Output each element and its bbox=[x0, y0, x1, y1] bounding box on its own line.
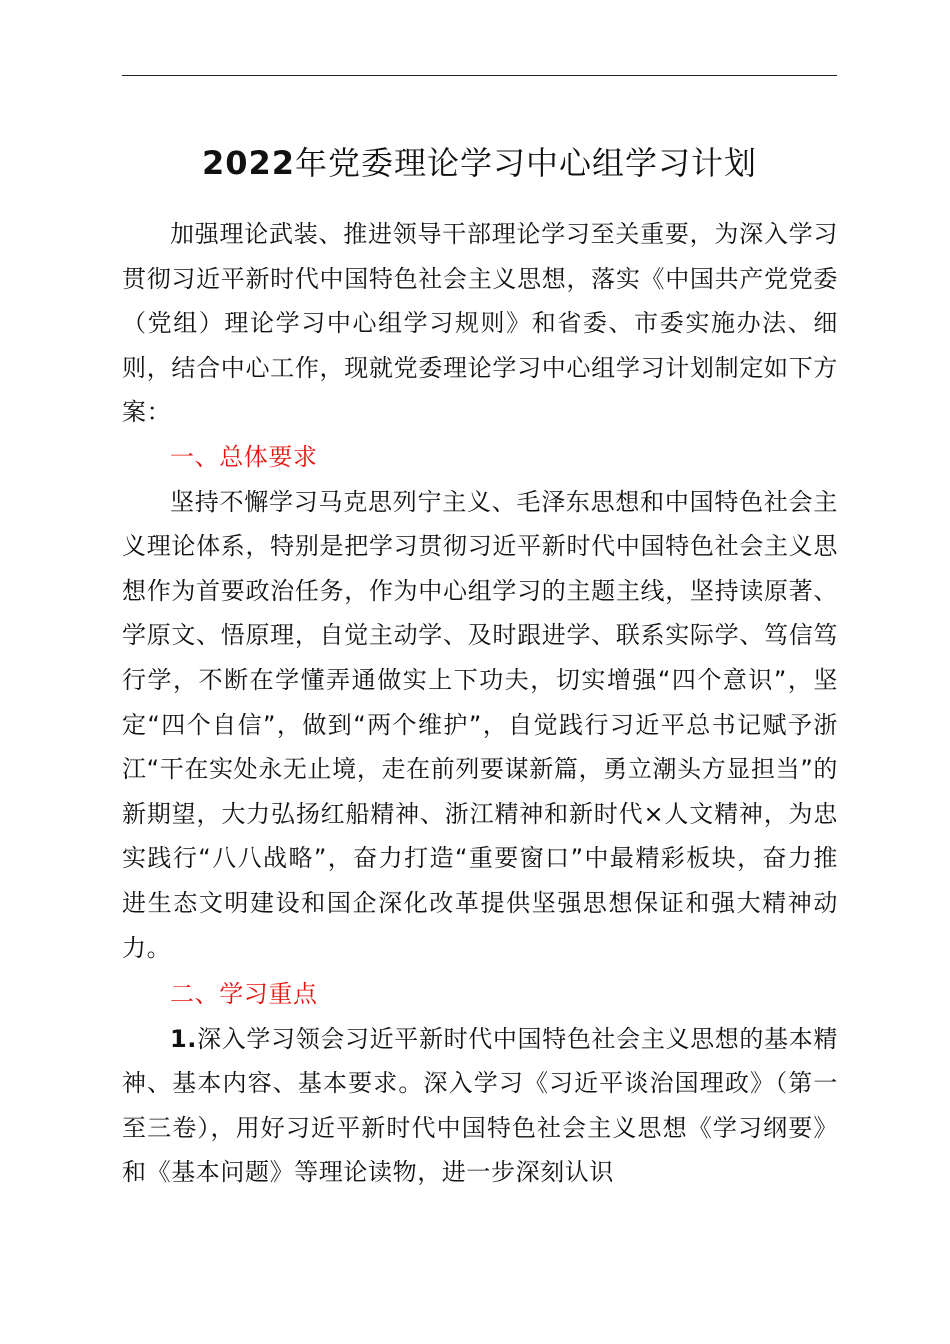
section-heading-overall-requirements: 一、总体要求 bbox=[170, 442, 318, 471]
section-heading-study-focus: 二、学习重点 bbox=[170, 980, 318, 1009]
title-text: 年党委理论学习中心组学习计划 bbox=[295, 144, 758, 182]
item-number: 1. bbox=[170, 1024, 198, 1053]
document-title bbox=[122, 140, 837, 186]
section-body-study-focus bbox=[122, 1017, 838, 1195]
document-body bbox=[122, 212, 838, 1195]
section-body-overall-requirements: 坚持不懈学习马克思列宁主义、毛泽东思想和中国特色社会主义理论体系，特别是把学习贯彻习近平新时代中国特色社会主义思想作为首要政治任务，作为中心组学习的主题主线，坚持读原著、学原文、悟原理，自觉主动学、及时跟进学、联系实际学、笃信笃行学，不断在学懂弄通做实上下功夫，切实增强“四个意识”，坚定“四个自信”，做到“两个维护”，自觉践行习近平总书记赋予浙江“干在实处永无止境，走在前列要谋新篇，勇立潮头方显担当”的新期望，大力弘扬红船精神、浙江精神和新时代×人文精神，为忠实践行“八八战略”，奋力打造“重要窗口”中最精彩板块，奋力推进生态文明建设和国企深化改革提供坚强思想保证和强大精神动力。 bbox=[122, 487, 838, 962]
item-text: 深入学习领会习近平新时代中国特色社会主义思想的基本精神、基本内容、基本要求。深入学习《习近平谈治国理政》（第一至三卷），用好习近平新时代中国特色社会主义思想《学习纲要》和《基本问题》等理论读物，进一步深刻认识 bbox=[122, 1024, 838, 1187]
title-year: 2022 bbox=[201, 144, 296, 182]
header-rule bbox=[122, 75, 837, 76]
intro-paragraph: 加强理论武装、推进领导干部理论学习至关重要，为深入学习贯彻习近平新时代中国特色社会主义思想，落实《中国共产党党委（党组）理论学习中心组学习规则》和省委、市委实施办法、细则，结合中心工作，现就党委理论学习中心组学习计划制定如下方案： bbox=[122, 220, 838, 427]
